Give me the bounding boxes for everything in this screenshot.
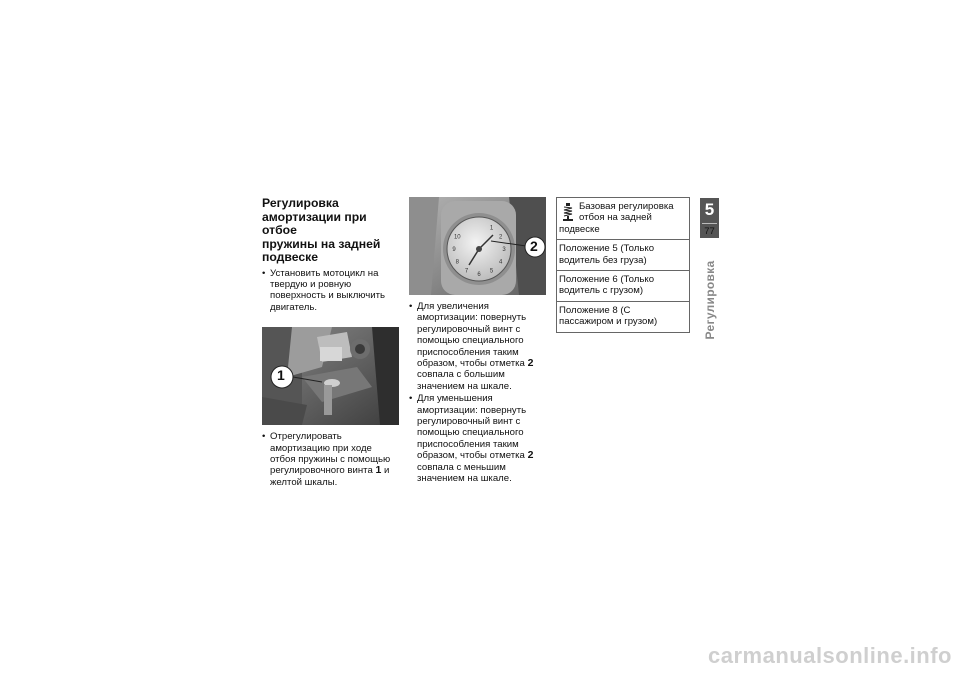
bullet-list <box>262 268 399 314</box>
column-2 <box>409 197 546 486</box>
bullet-text: Отрегулировать амортизацию при ходе отбоя пружины с помощью регулировочного винта <box>270 431 391 477</box>
reference-mark: 1 <box>375 464 382 477</box>
reference-mark: 2 <box>527 449 534 462</box>
bullet-text: Для увеличения амортизации: повернуть регулировочный винт с помощью специального приспособления таким образом, чтобы отметка <box>417 301 528 370</box>
bullet-item: • Установить мотоцикл на твердую и ровную поверхность и выключить двигатель. <box>262 268 399 314</box>
callout-2: 2 <box>530 238 538 254</box>
tab-divider <box>702 223 717 224</box>
table-header-text: Базовая регулировка отбоя на задней подвеске <box>559 201 674 235</box>
page-number: 77 <box>704 226 715 237</box>
dial-number: 5 <box>489 268 494 275</box>
bullet-text: совпала с большим значением на шкале. <box>417 369 512 392</box>
table-cell: Положение 5 (Только водитель без груза) <box>557 240 690 271</box>
watermark-text: carmanualsonline.info <box>708 643 952 668</box>
bullet-text: совпала с меньшим значением на шкале. <box>417 461 512 485</box>
chapter-number: 5 <box>704 200 715 219</box>
bullet-text: и желтой шкалы. <box>270 465 390 488</box>
dial-number: 4 <box>499 259 503 266</box>
heading-line: амортизации при отбое <box>262 209 367 237</box>
rear-shock-photo <box>262 327 399 425</box>
bullet-item <box>409 393 546 484</box>
dial-number: 10 <box>453 234 461 241</box>
table-cell: Положение 8 (С пассажиром и грузом) <box>557 301 690 332</box>
bullet-list <box>262 431 399 488</box>
column-1 <box>262 197 399 489</box>
table-cell: Положение 6 (Только водитель с грузом) <box>557 271 690 302</box>
adjuster-dial-illustration <box>409 197 546 295</box>
spring-adjust-icon <box>561 203 575 221</box>
column-3 <box>556 197 690 333</box>
heading-line: пружины на задней <box>262 236 381 251</box>
adjuster-dial-photo <box>409 197 546 295</box>
dial-number: 6 <box>477 272 481 278</box>
table-row <box>557 301 690 332</box>
dial-number: 9 <box>452 247 456 253</box>
heading-line: Регулировка <box>262 196 339 210</box>
dial-number: 2 <box>499 234 503 241</box>
table-row <box>557 240 690 271</box>
heading-line: подвеске <box>262 250 318 264</box>
callout-1: 1 <box>277 367 285 384</box>
bullet-list <box>409 301 546 485</box>
bullet-text: Для уменьшения амортизации: повернуть регулировочный винт с помощью специального приспособления таким образом, чтобы отметка <box>417 393 528 462</box>
dial-number: 8 <box>455 259 459 266</box>
reference-mark: 2 <box>527 357 534 370</box>
table-header-row <box>557 198 690 240</box>
section-heading <box>262 197 399 265</box>
basic-setting-table <box>556 197 690 333</box>
dial-number: 7 <box>464 268 469 275</box>
table-header-cell <box>557 198 690 240</box>
bullet-item <box>409 301 546 392</box>
dial-number: 3 <box>502 247 506 253</box>
bullet-item <box>262 431 399 488</box>
dial-number: 1 <box>489 225 494 232</box>
chapter-title-vertical: Регулировка <box>703 260 717 340</box>
table-row <box>557 271 690 302</box>
